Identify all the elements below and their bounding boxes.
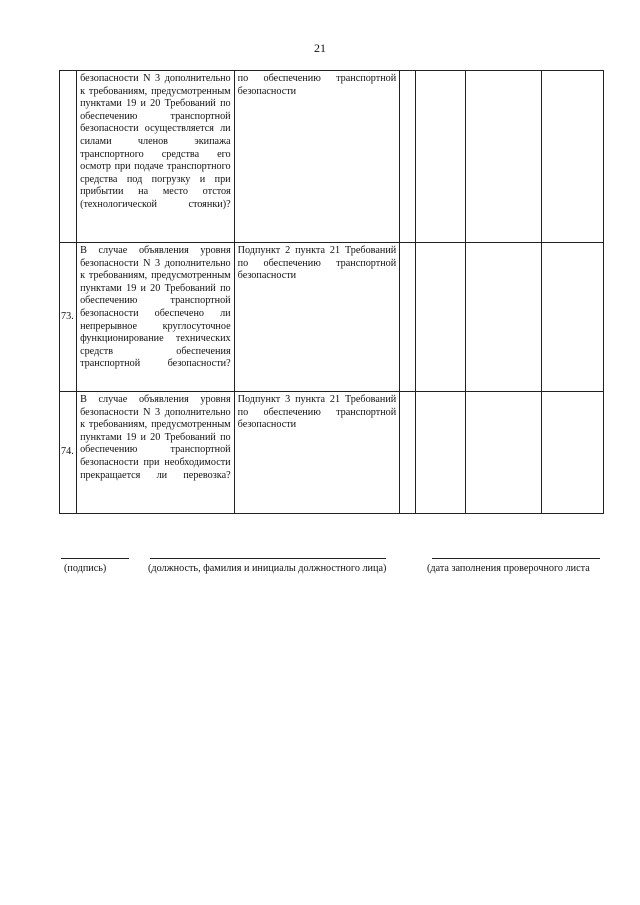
answer-cell-no[interactable]: [416, 71, 466, 243]
notes-cell[interactable]: [541, 243, 603, 392]
question-text: В случае объявления уровня безопасности N 3 дополнительно к требованиям, предусмотренным пунктами 19 и 20 Требований по обеспечению транспортной безопасности обеспечено ли непрерывное круглосуточное функционирование технических средств обеспечения транспортной безопасности?: [80, 245, 231, 370]
reference-cell: по обеспечению транспортной безопасности: [234, 71, 400, 243]
row-number: [60, 71, 77, 243]
table-row: [60, 243, 604, 392]
position-line[interactable]: [150, 558, 386, 559]
position-label: (должность, фамилия и инициалы должностного лица): [148, 563, 387, 574]
date-line[interactable]: [432, 558, 600, 559]
answer-cell-yes[interactable]: [400, 392, 416, 514]
question-text: В случае объявления уровня безопасности N 3 дополнительно к требованиям, предусмотренным пунктами 19 и 20 Требований по обеспечению транспортной безопасности при необходимости прекращается ли перевозка?: [80, 394, 231, 481]
question-cell: [77, 392, 235, 514]
row-number: 73.: [60, 243, 77, 392]
answer-cell-not-applicable[interactable]: [466, 71, 541, 243]
answer-cell-yes[interactable]: [400, 243, 416, 392]
date-label: (дата заполнения проверочного листа: [427, 563, 590, 574]
question-cell: [77, 71, 235, 243]
row-number: 74.: [60, 392, 77, 514]
notes-cell[interactable]: [541, 392, 603, 514]
checklist-table: [59, 70, 604, 514]
reference-cell: Подпункт 3 пункта 21 Требований по обеспечению транспортной безопасности: [234, 392, 400, 514]
reference-cell: Подпункт 2 пункта 21 Требований по обеспечению транспортной безопасности: [234, 243, 400, 392]
table-row: [60, 71, 604, 243]
question-text: безопасности N 3 дополнительно к требованиям, предусмотренным пунктами 19 и 20 Требований по обеспечению транспортной безопасности осуществляется ли силами членов экипажа транспортного средства его осмотр при подаче транспортного средства под погрузку и при прибытии на место отстоя (технологической стоянки)?: [80, 73, 231, 210]
answer-cell-no[interactable]: [416, 243, 466, 392]
question-cell: [77, 243, 235, 392]
signature-label: (подпись): [64, 563, 107, 574]
table-row: [60, 392, 604, 514]
answer-cell-no[interactable]: [416, 392, 466, 514]
signature-line[interactable]: [61, 558, 129, 559]
answer-cell-not-applicable[interactable]: [466, 243, 541, 392]
answer-cell-yes[interactable]: [400, 71, 416, 243]
page-number: 21: [314, 41, 326, 55]
answer-cell-not-applicable[interactable]: [466, 392, 541, 514]
notes-cell[interactable]: [541, 71, 603, 243]
